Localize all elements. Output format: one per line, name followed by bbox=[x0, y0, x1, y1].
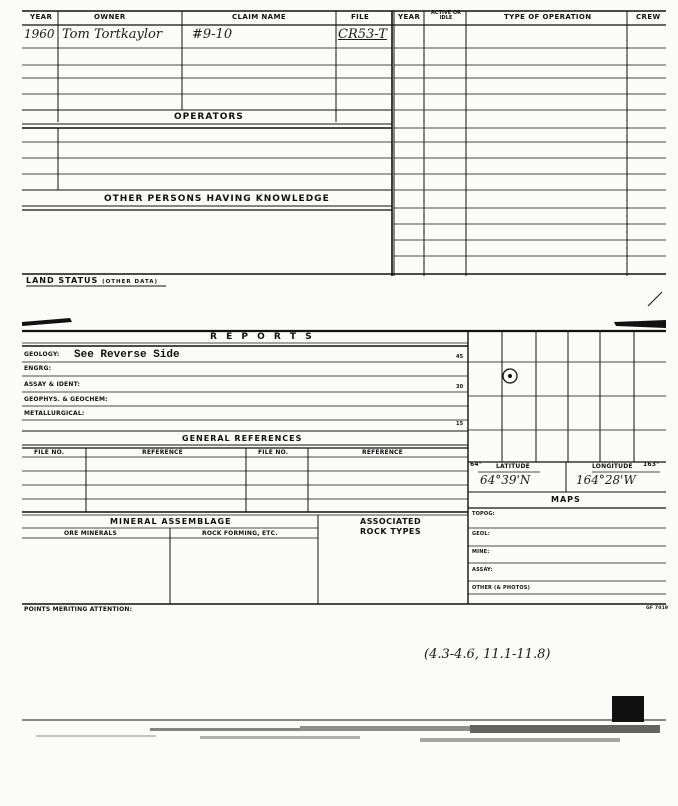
maps-heading: MAPS bbox=[551, 495, 581, 504]
header-year: YEAR bbox=[30, 13, 53, 21]
other-persons-heading: OTHER PERSONS HAVING KNOWLEDGE bbox=[104, 194, 330, 204]
associated-rock-types-heading-2: ROCK TYPES bbox=[360, 527, 422, 536]
metallurgical-label: METALLURGICAL: bbox=[24, 410, 85, 417]
longitude-value: 164°28'W bbox=[576, 473, 636, 487]
entry-file: CR53-T bbox=[338, 27, 387, 42]
lat-prefix: 64° bbox=[470, 461, 482, 468]
header-claim-name: CLAIM NAME bbox=[232, 13, 287, 21]
scale-45: 45 bbox=[456, 354, 464, 360]
points-meriting-attention-label: POINTS MERITING ATTENTION: bbox=[24, 606, 133, 613]
maps-mine-label: MINE: bbox=[472, 549, 490, 555]
scale-30: 30 bbox=[456, 384, 464, 390]
rock-forming-label: ROCK FORMING, ETC. bbox=[202, 530, 278, 537]
header-year-2: YEAR bbox=[398, 13, 421, 21]
maps-topog-label: TOPOG: bbox=[472, 511, 495, 517]
ref-reference-label: REFERENCE bbox=[142, 449, 183, 456]
long-prefix: 163° bbox=[643, 461, 660, 468]
operators-heading: OPERATORS bbox=[174, 112, 244, 122]
mineral-assemblage-heading: MINERAL ASSEMBLAGE bbox=[110, 517, 232, 526]
latitude-value: 64°39'N bbox=[480, 473, 531, 487]
ore-minerals-label: ORE MINERALS bbox=[64, 530, 118, 537]
header-type-of-operation: TYPE OF OPERATION bbox=[504, 13, 592, 21]
maps-geol-label: GEOL: bbox=[472, 531, 490, 537]
ref-file-no-label: FILE NO. bbox=[34, 449, 65, 456]
form-number: GF 7019 bbox=[646, 606, 669, 611]
registration-square bbox=[612, 696, 644, 722]
longitude-label: LONGITUDE bbox=[592, 463, 633, 470]
assay-ident-label: ASSAY & IDENT: bbox=[24, 381, 81, 388]
geology-label: GEOLOGY: bbox=[24, 351, 60, 358]
entry-owner: Tom Tortkaylor bbox=[62, 27, 163, 42]
associated-rock-types-heading-1: ASSOCIATED bbox=[360, 517, 422, 526]
engrg-label: ENGRG: bbox=[24, 365, 52, 372]
handwritten-note: (4.3-4.6, 11.1-11.8) bbox=[424, 647, 551, 662]
header-crew: CREW bbox=[636, 13, 661, 21]
land-status-heading: LAND STATUS (OTHER DATA) bbox=[26, 276, 159, 285]
header-owner: OWNER bbox=[94, 13, 126, 21]
scale-15: 15 bbox=[456, 421, 464, 427]
maps-assay-label: ASSAY: bbox=[472, 567, 493, 573]
latitude-label: LATITUDE bbox=[496, 463, 530, 470]
ref-file-no-label-2: FILE NO. bbox=[258, 449, 289, 456]
entry-year: 1960 bbox=[24, 27, 55, 41]
general-references-heading: GENERAL REFERENCES bbox=[182, 434, 303, 443]
maps-other-label: OTHER (& PHOTOS) bbox=[472, 585, 531, 591]
entry-claim: #9-10 bbox=[192, 27, 233, 42]
ref-reference-label-2: REFERENCE bbox=[362, 449, 403, 456]
reports-heading: R E P O R T S bbox=[210, 332, 315, 342]
geology-value: See Reverse Side bbox=[74, 349, 180, 361]
geophys-geochem-label: GEOPHYS. & GEOCHEM: bbox=[24, 396, 108, 403]
header-file: FILE bbox=[351, 13, 370, 21]
header-active-or-idle: ACTIVE OR IDLE bbox=[431, 10, 461, 21]
